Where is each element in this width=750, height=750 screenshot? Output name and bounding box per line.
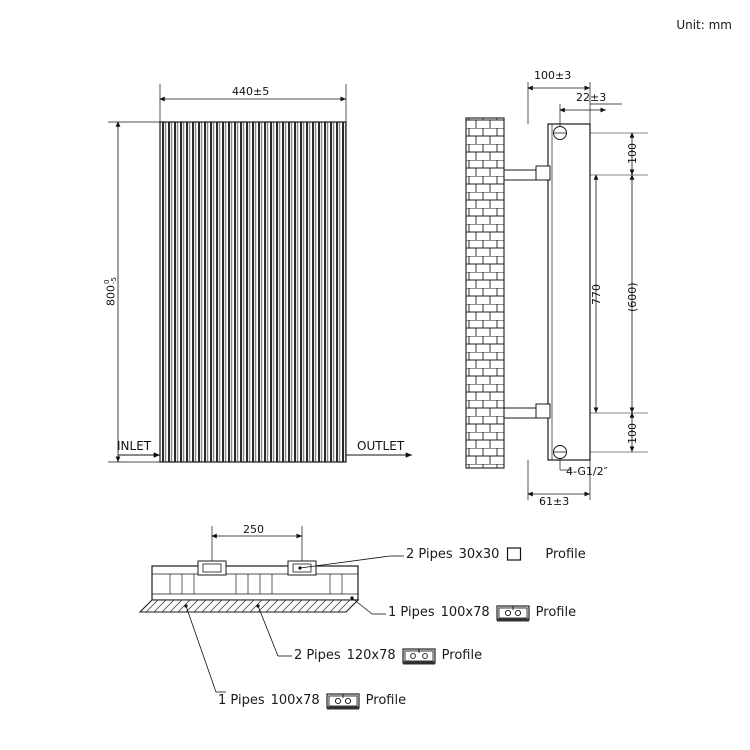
callout-1: [406, 545, 586, 563]
callout-2-size: 100x78: [440, 604, 490, 620]
bracket-offset-dimension-label: 22±3: [576, 91, 607, 104]
top-view-fin-band: [140, 600, 358, 612]
callout-4-qty: 1 Pipes: [218, 692, 265, 708]
callout-2-suffix: Profile: [535, 604, 577, 620]
front-width-dimension-label: 440±5: [232, 85, 270, 98]
top-view-body: [152, 566, 358, 600]
callout-2: [388, 603, 576, 621]
callout-4-suffix: Profile: [365, 692, 407, 708]
callout-1-qty: 2 Pipes: [406, 546, 453, 562]
callout-1-size: 30x30: [458, 546, 500, 562]
side-view-wall: [466, 118, 504, 468]
front-height-dimension-label: 800 0 -5: [103, 277, 119, 306]
callout-1-suffix: Profile: [545, 546, 586, 562]
callout-leader-2: [352, 598, 372, 614]
front-view-radiator-body: [160, 122, 346, 462]
bottom-offset-label: 61±3: [539, 495, 570, 508]
unit-note: Unit: mm: [676, 18, 732, 32]
bottom-spacing-label: 100: [626, 423, 639, 444]
top-spacing-label: 100: [626, 143, 639, 164]
callout-3-qty: 2 Pipes: [294, 647, 341, 663]
side-view-radiator-section: [548, 124, 590, 460]
oval-profile-icon: [496, 603, 530, 621]
wide-profile-icon: [402, 646, 436, 664]
callout-leader-4: [186, 606, 216, 692]
bracket-spacing-label: 250: [243, 523, 264, 536]
callout-2-qty: 1 Pipes: [388, 604, 435, 620]
center-spacing-label: 770: [590, 284, 603, 305]
callout-4: [218, 691, 406, 709]
side-depth-dimension-label: 100±3: [534, 69, 572, 82]
outlet-label: OUTLET: [357, 439, 405, 453]
callout-4-size: 100x78: [270, 692, 320, 708]
connection-thread-label: 4-G1/2″: [566, 465, 608, 478]
callout-3-suffix: Profile: [441, 647, 483, 663]
oval-profile-icon: [326, 691, 360, 709]
square-profile-icon: [505, 545, 539, 563]
center-spacing-alt-label: (600): [626, 282, 639, 312]
callout-3: [294, 646, 482, 664]
callout-leader-3: [258, 606, 278, 656]
inlet-label: INLET: [117, 439, 152, 453]
callout-3-size: 120x78: [346, 647, 396, 663]
